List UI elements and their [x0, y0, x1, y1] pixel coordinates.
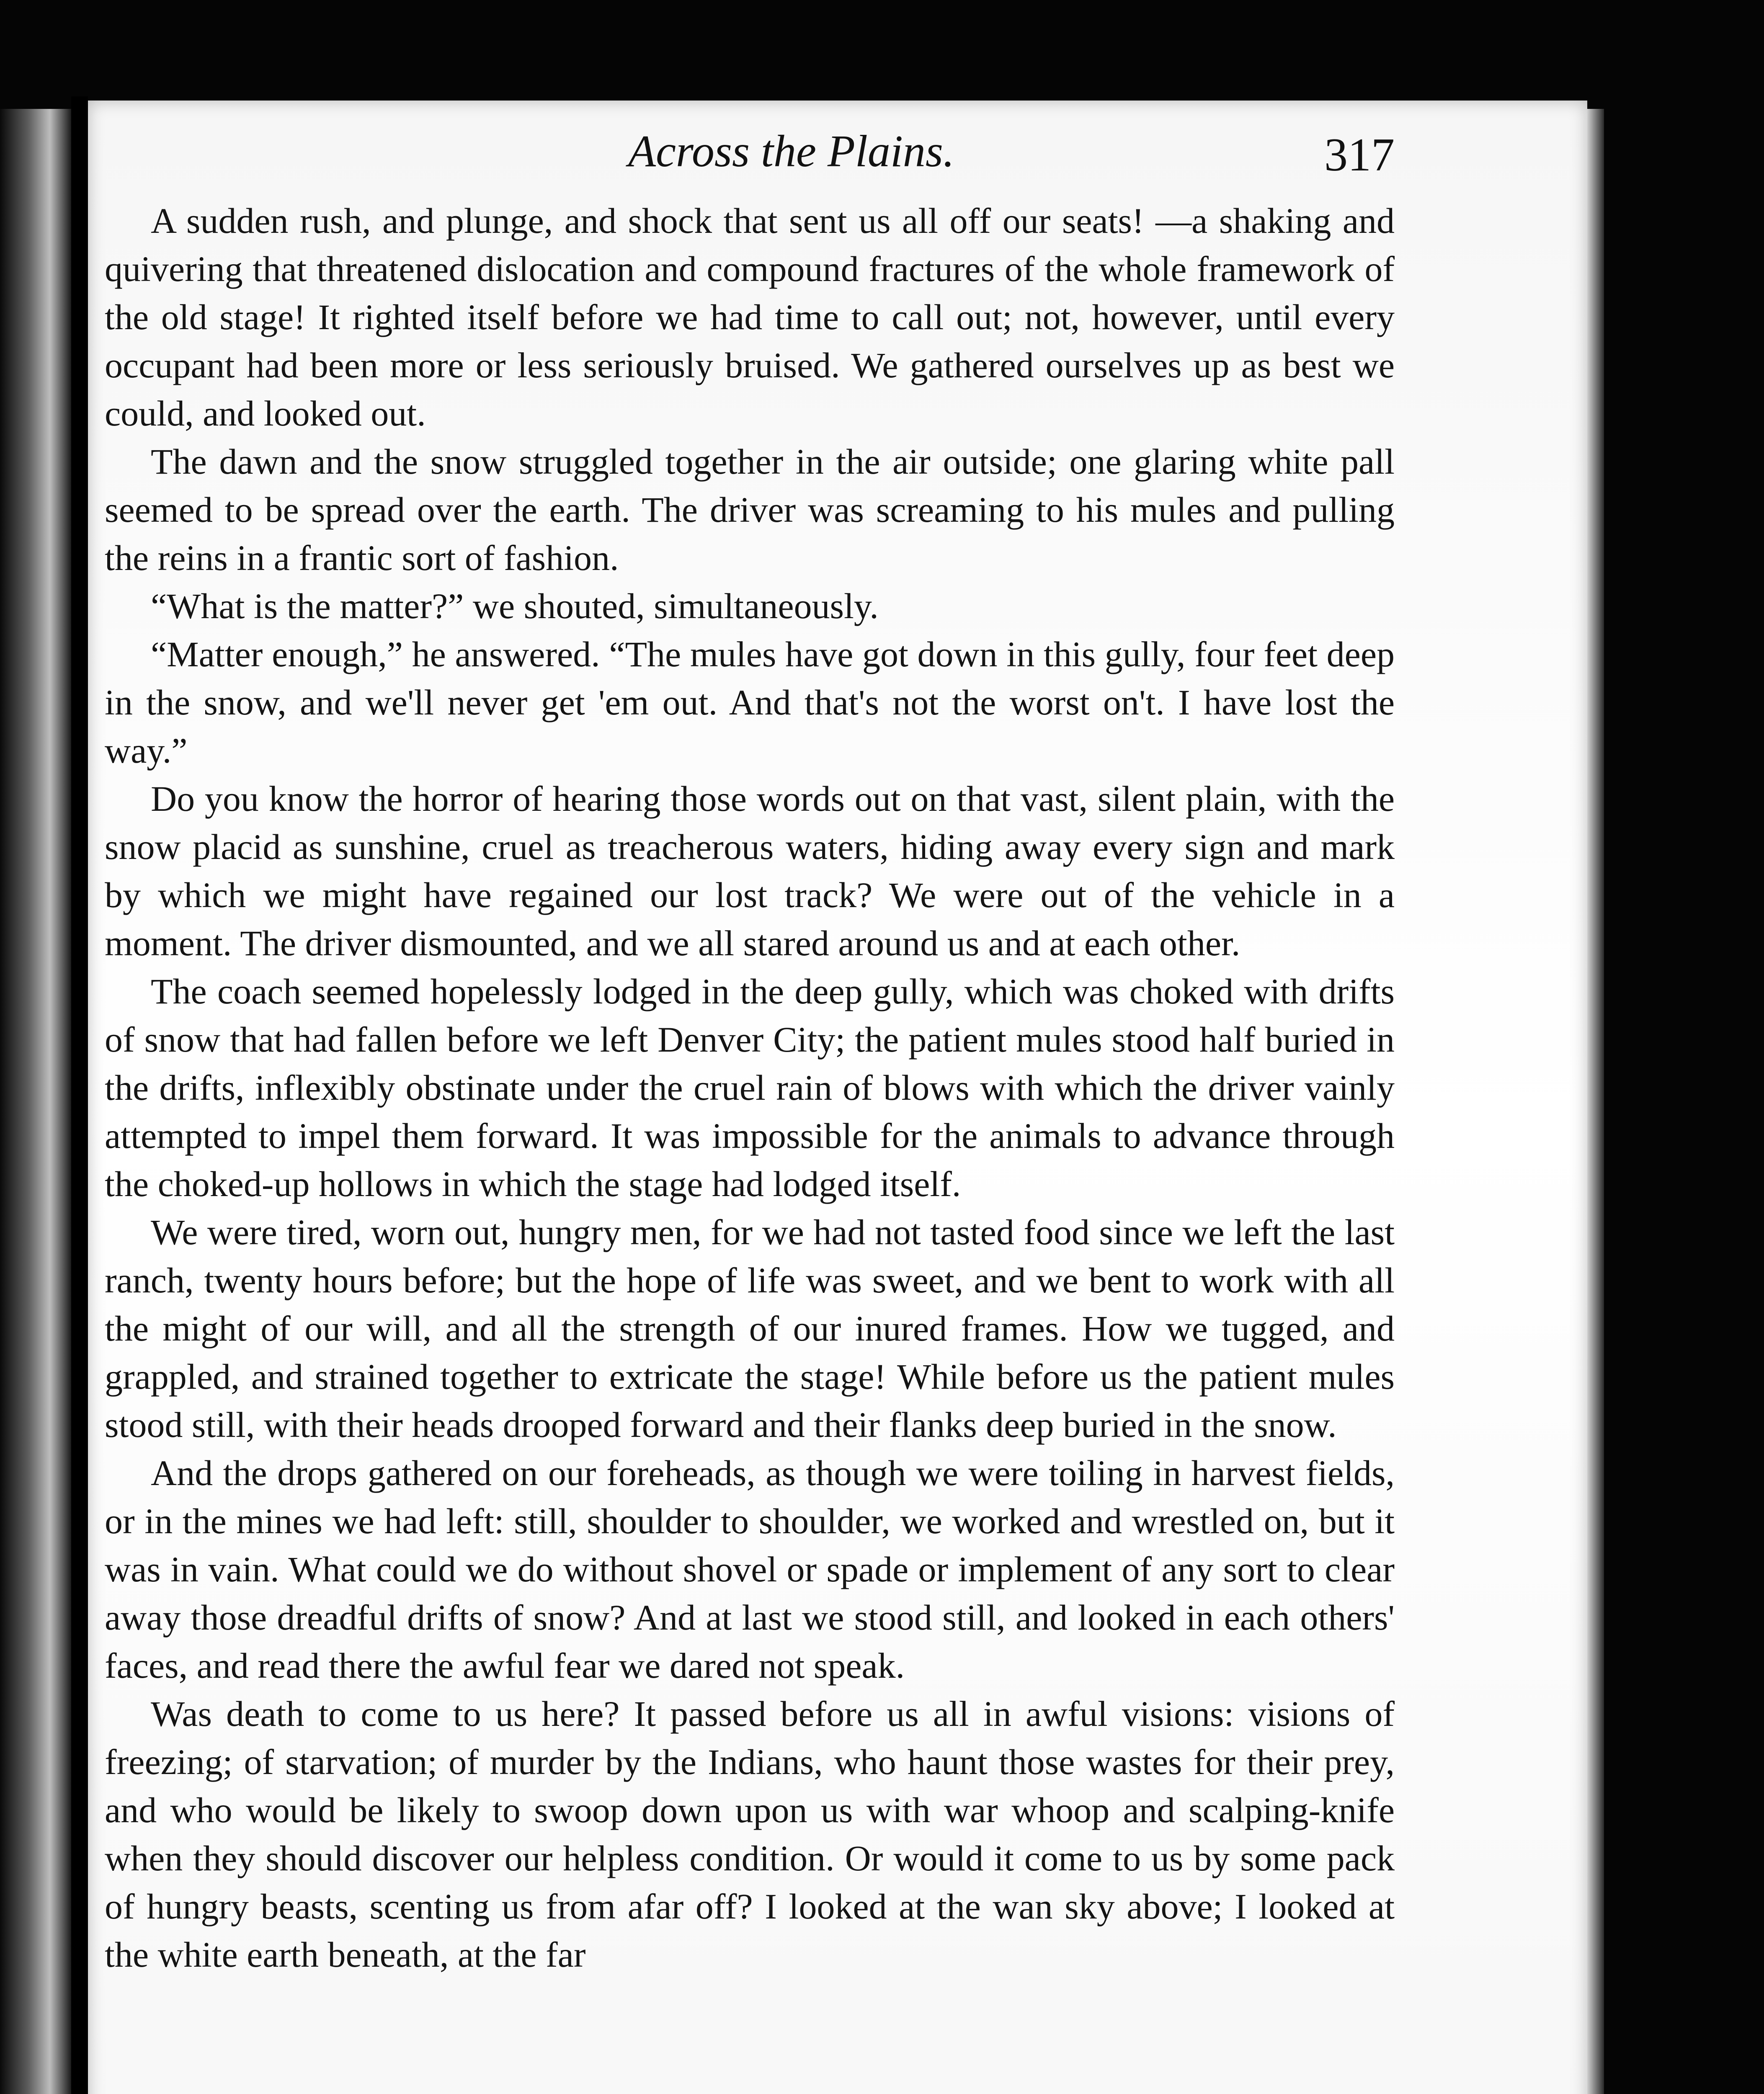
- left-page-edge: [0, 109, 71, 2094]
- paragraph: “Matter enough,” he answered. “The mules have got down in this gully, four feet deep in the snow, and we'll never get 'em out. And that's not the worst on't. I have lost the way.”: [105, 634, 1395, 771]
- paragraph: The coach seemed hopelessly lodged in the deep gully, which was choked with drifts of snow that had fallen before we left Denver City; the patient mules stood half buried in the drifts, inflexibly obstinate under the cruel rain of blows with which the driver vainly attempted to impel them forward. It was impossible for the animals to advance through the choked-up hollows in which the stage had lodged itself.: [105, 971, 1395, 1204]
- paragraph: We were tired, worn out, hungry men, for we had not tasted food since we left the last ranch, twenty hours before; but the hope of life was sweet, and we bent to work with all the might of our will, and all the strength of our inured frames. How we tugged, and grappled, and strained together to extricate the stage! While before us the patient mules stood still, with their heads drooped forward and their flanks deep buried in the snow.: [105, 1212, 1395, 1445]
- right-page-edge: [1587, 109, 1604, 2094]
- text-body: [105, 197, 1395, 1979]
- book-gutter: [71, 96, 88, 2094]
- paragraph: The dawn and the snow struggled together in the air outside; one glaring white pall seemed to be spread over the earth. The driver was screaming to his mules and pulling the reins in a frantic sort of fashion.: [105, 441, 1395, 578]
- paragraph: And the drops gathered on our foreheads, as though we were toiling in harvest fields, or in the mines we had left: still, shoulder to shoulder, we worked and wrestled on, but it was in vain. What could we do without shovel or spade or implement of any sort to clear away those dreadful drifts of snow? And at last we stood still, and looked in each others' faces, and read there the awful fear we dared not speak.: [105, 1453, 1395, 1686]
- paragraph: “What is the matter?” we shouted, simultaneously.: [151, 586, 879, 626]
- running-head: Across the Plains.: [628, 126, 954, 176]
- paragraph: A sudden rush, and plunge, and shock that sent us all off our seats! —a shaking and quivering that threatened dislocation and compound fractures of the whole framework of the old stage! It righted itself before we had time to call out; not, however, until every occupant had been more or less seriously bruised. We gathered ourselves up as best we could, and looked out.: [105, 201, 1395, 433]
- page-number: 317: [1324, 129, 1395, 181]
- paragraph: Was death to come to us here? It passed before us all in awful visions: visions of freezing; of starvation; of murder by the Indians, who haunt those wastes for their prey, and who would be likely to swoop down upon us with war whoop and scalping-knife when they should discover our helpless condition. Or would it come to us by some pack of hungry beasts, scenting us from afar off? I looked at the wan sky above; I looked at the white earth beneath, at the far: [105, 1694, 1395, 1975]
- paragraph: Do you know the horror of hearing those words out on that vast, silent plain, with the snow placid as sunshine, cruel as treacherous waters, hiding away every sign and mark by which we might have regained our lost track? We were out of the vehicle in a moment. The driver dismounted, and we all stared around us and at each other.: [105, 779, 1395, 963]
- page-header: [105, 126, 1395, 184]
